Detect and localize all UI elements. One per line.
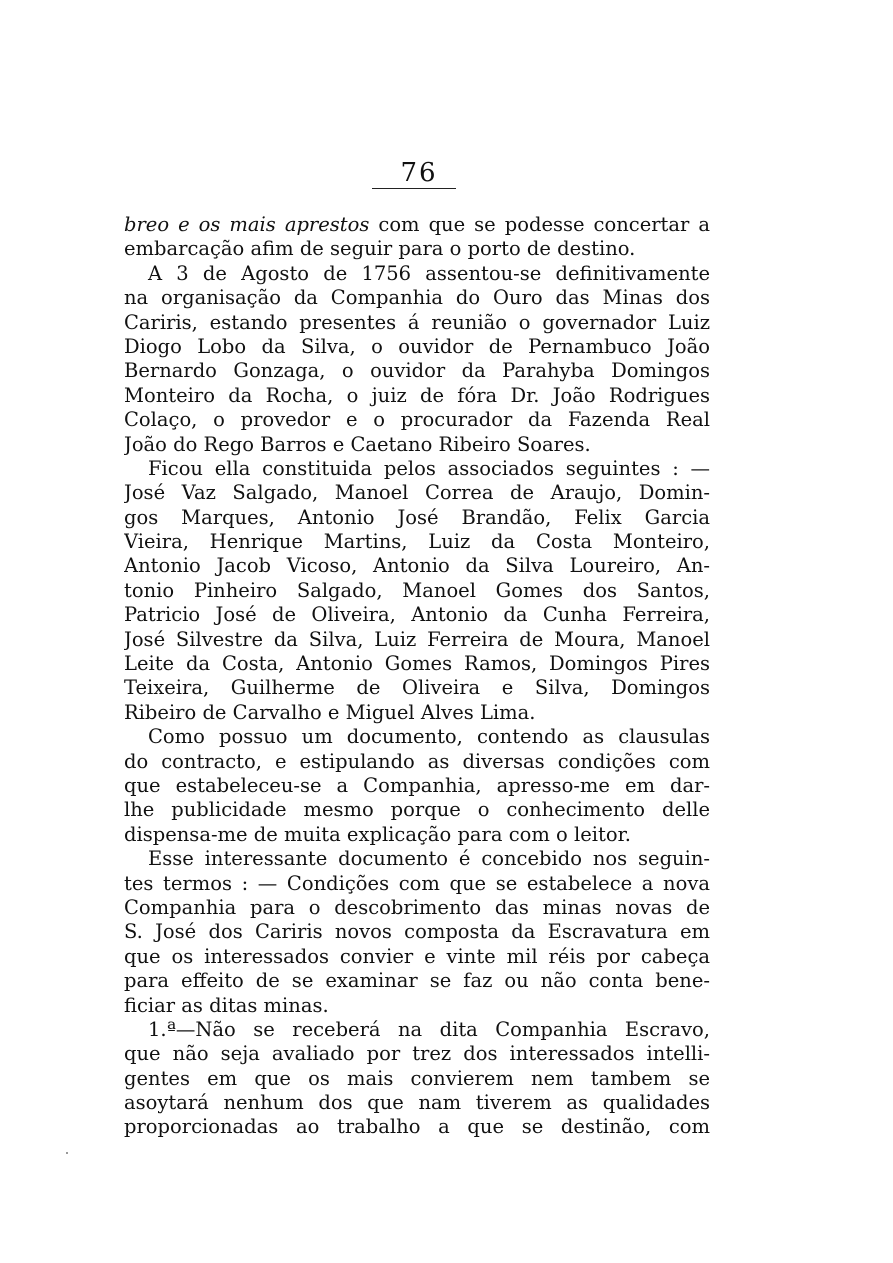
text-line: Cariris, estando presentes á reunião o governador Luiz: [124, 310, 710, 334]
page-number: 76: [400, 158, 438, 188]
text-line: que estabeleceu-se a Companhia, apresso-me em dar-: [124, 773, 710, 797]
text-line: Teixeira, Guilherme de Oliveira e Silva, Domingos: [124, 676, 710, 700]
text-line: ficiar as ditas minas.: [124, 993, 329, 1017]
paragraph-start-line: 1.ª—Não se receberá na dita Companhia Escravo,: [148, 1017, 710, 1041]
body-text: [124, 213, 710, 1140]
text-line: Patricio José de Oliveira, Antonio da Cunha Ferreira,: [124, 603, 710, 627]
text-line: proporcionadas ao trabalho a que se destinão, com: [124, 1115, 710, 1139]
text-line: que os interessados convier e vinte mil réis por cabeça: [124, 944, 710, 968]
text-line: tonio Pinheiro Salgado, Manoel Gomes dos Santos,: [124, 578, 710, 602]
text-line: na organisação da Companhia do Ouro das Minas dos: [124, 286, 710, 310]
text-line: lhe publicidade mesmo porque o conhecimento delle: [124, 798, 710, 822]
paragraph-start-line: Esse interessante documento é concebido nos seguin-: [148, 847, 710, 871]
text-line: Diogo Lobo da Silva, o ouvidor de Pernambuco João: [124, 334, 710, 358]
text-line-roman: com que se podesse concertar a: [369, 213, 710, 236]
text-line: tes termos : — Condições com que se estabelece a nova: [124, 871, 710, 895]
text-line: Colaço, o provedor e o procurador da Fazenda Real: [124, 408, 710, 432]
text-line: embarcação afim de seguir para o porto de destino.: [124, 237, 636, 261]
text-line: gos Marques, Antonio José Brandão, Felix Garcia: [124, 505, 710, 529]
text-line: Vieira, Henrique Martins, Luiz da Costa Monteiro,: [124, 530, 710, 554]
text-line: do contracto, e estipulando as diversas condições com: [124, 749, 710, 773]
text-line: para effeito de se examinar se faz ou não conta bene-: [124, 969, 710, 993]
paragraph-start-line: Como possuo um documento, contendo as clausulas: [148, 725, 710, 749]
text-line: que não seja avaliado por trez dos interessados intelli-: [124, 1042, 710, 1066]
text-line: [124, 213, 710, 237]
text-line: Antonio Jacob Vicoso, Antonio da Silva Loureiro, An-: [124, 554, 710, 578]
text-line: Monteiro da Rocha, o juiz de fóra Dr. João Rodrigues: [124, 383, 710, 407]
paragraph-start-line: A 3 de Agosto de 1756 assentou-se definitivamente: [148, 261, 710, 285]
text-line: José Silvestre da Silva, Luiz Ferreira de Moura, Manoel: [124, 627, 710, 651]
text-line-italic: breo e os mais aprestos: [124, 213, 370, 236]
text-line: S. José dos Cariris novos composta da Escravatura em: [124, 920, 710, 944]
text-line: Bernardo Gonzaga, o ouvidor da Parahyba Domingos: [124, 359, 710, 383]
text-line: José Vaz Salgado, Manoel Correa de Araujo, Domin-: [124, 481, 710, 505]
page-number-rule: [372, 188, 456, 189]
paragraph-start-line: Ficou ella constituida pelos associados seguintes : —: [148, 456, 710, 480]
text-line: gentes em que os mais convierem nem tambem se: [124, 1066, 710, 1090]
text-line: Ribeiro de Carvalho e Miguel Alves Lima.: [124, 700, 536, 724]
text-line: Leite da Costa, Antonio Gomes Ramos, Domingos Pires: [124, 652, 710, 676]
text-line: João do Rego Barros e Caetano Ribeiro Soares.: [124, 432, 591, 456]
paper-speck: [66, 1152, 68, 1154]
text-line: dispensa-me de muita explicação para com o leitor.: [124, 822, 631, 846]
text-line: asoytará nenhum dos que nam tiverem as qualidades: [124, 1091, 710, 1115]
text-line: Companhia para o descobrimento das minas novas de: [124, 895, 710, 919]
